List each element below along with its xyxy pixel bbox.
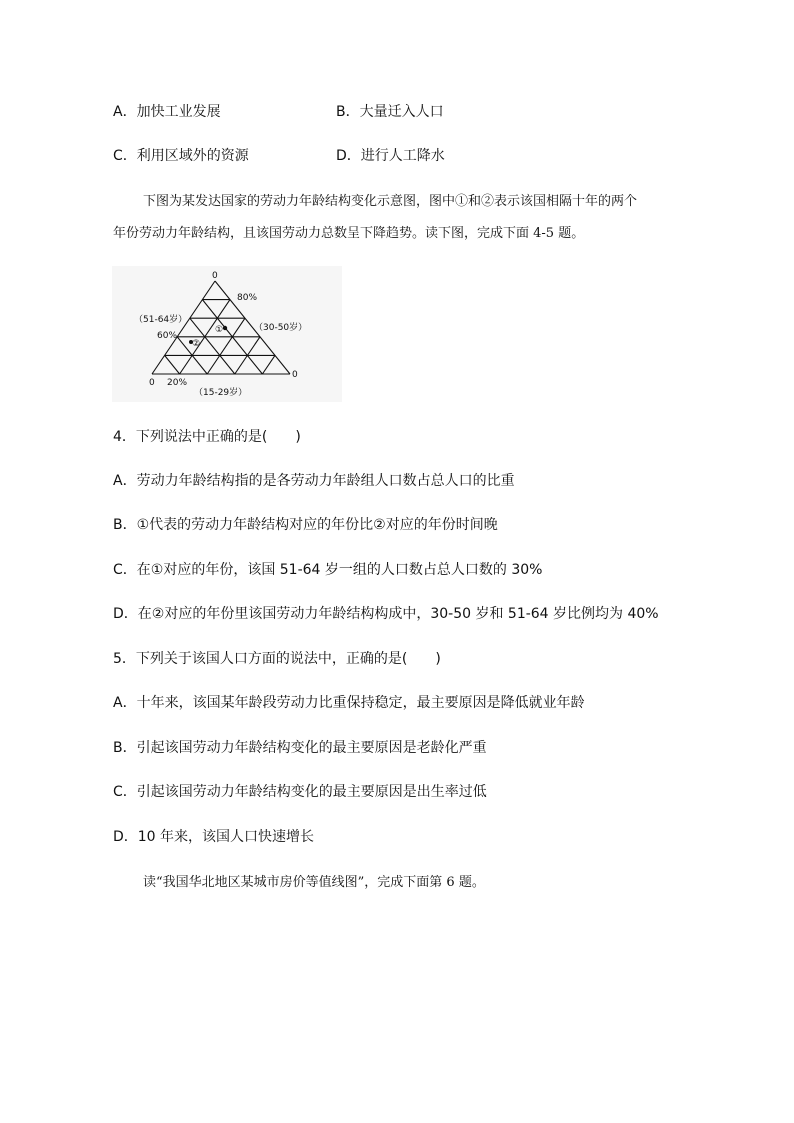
left-zero-label: 0 <box>149 378 155 388</box>
point-2-label: ② <box>192 339 201 349</box>
bottom-group-label: （15-29岁） <box>194 388 248 398</box>
intro-45-line2: 年份劳动力年龄结构，且该国劳动力总数呈下降趋势。读下图，完成下面 4-5 题。 <box>113 226 585 241</box>
intro-45-line1: 下图为某发达国家的劳动力年龄结构变化示意图，图中①和②表示该国相隔十年的两个 <box>143 194 638 209</box>
q3-option-c: C．利用区域外的资源 <box>113 148 249 164</box>
point-1-label: ① <box>215 325 224 335</box>
right-group-label: （30-50岁） <box>254 323 308 333</box>
q5-option-b: B．引起该国劳动力年龄结构变化的最主要原因是老龄化严重 <box>113 740 487 756</box>
q4-option-b: B．①代表的劳动力年龄结构对应的年份比②对应的年份时间晚 <box>113 517 498 533</box>
intro-6: 读“我国华北地区某城市房价等值线图”，完成下面第 6 题。 <box>143 875 485 890</box>
q4-stem: 4．下列说法中正确的是( ) <box>113 429 301 445</box>
q3-option-d: D．进行人工降水 <box>336 148 445 164</box>
q5-option-a: A．十年来，该国某年龄段劳动力比重保持稳定，最主要原因是降低就业年龄 <box>113 695 585 711</box>
q5-option-d: D．10 年来，该国人口快速增长 <box>113 829 315 845</box>
top-zero-label: 0 <box>212 271 218 281</box>
left-group-label: （51-64岁） <box>134 315 188 325</box>
figure-background <box>112 266 342 402</box>
pct-80-label: 80% <box>237 293 258 303</box>
point-1-dot <box>223 326 227 330</box>
right-zero-label: 0 <box>292 370 298 380</box>
pct-20-label: 20% <box>167 378 188 388</box>
q4-option-c: C．在①对应的年份，该国 51-64 岁一组的人口数占总人口数的 30% <box>113 562 543 578</box>
q4-option-a: A．劳动力年龄结构指的是各劳动力年龄组人口数占总人口的比重 <box>113 473 515 489</box>
labor-age-triangle-figure <box>112 266 342 402</box>
q5-option-c: C．引起该国劳动力年龄结构变化的最主要原因是出生率过低 <box>113 784 487 800</box>
pct-60-label: 60% <box>157 331 178 341</box>
q3-option-b: B．大量迁入人口 <box>336 104 444 120</box>
q4-option-d: D．在②对应的年份里该国劳动力年龄结构构成中，30-50 岁和 51-64 岁比例均为 40% <box>113 606 659 622</box>
q5-stem: 5．下列关于该国人口方面的说法中，正确的是( ) <box>113 651 441 667</box>
q3-option-a: A．加快工业发展 <box>113 104 221 120</box>
